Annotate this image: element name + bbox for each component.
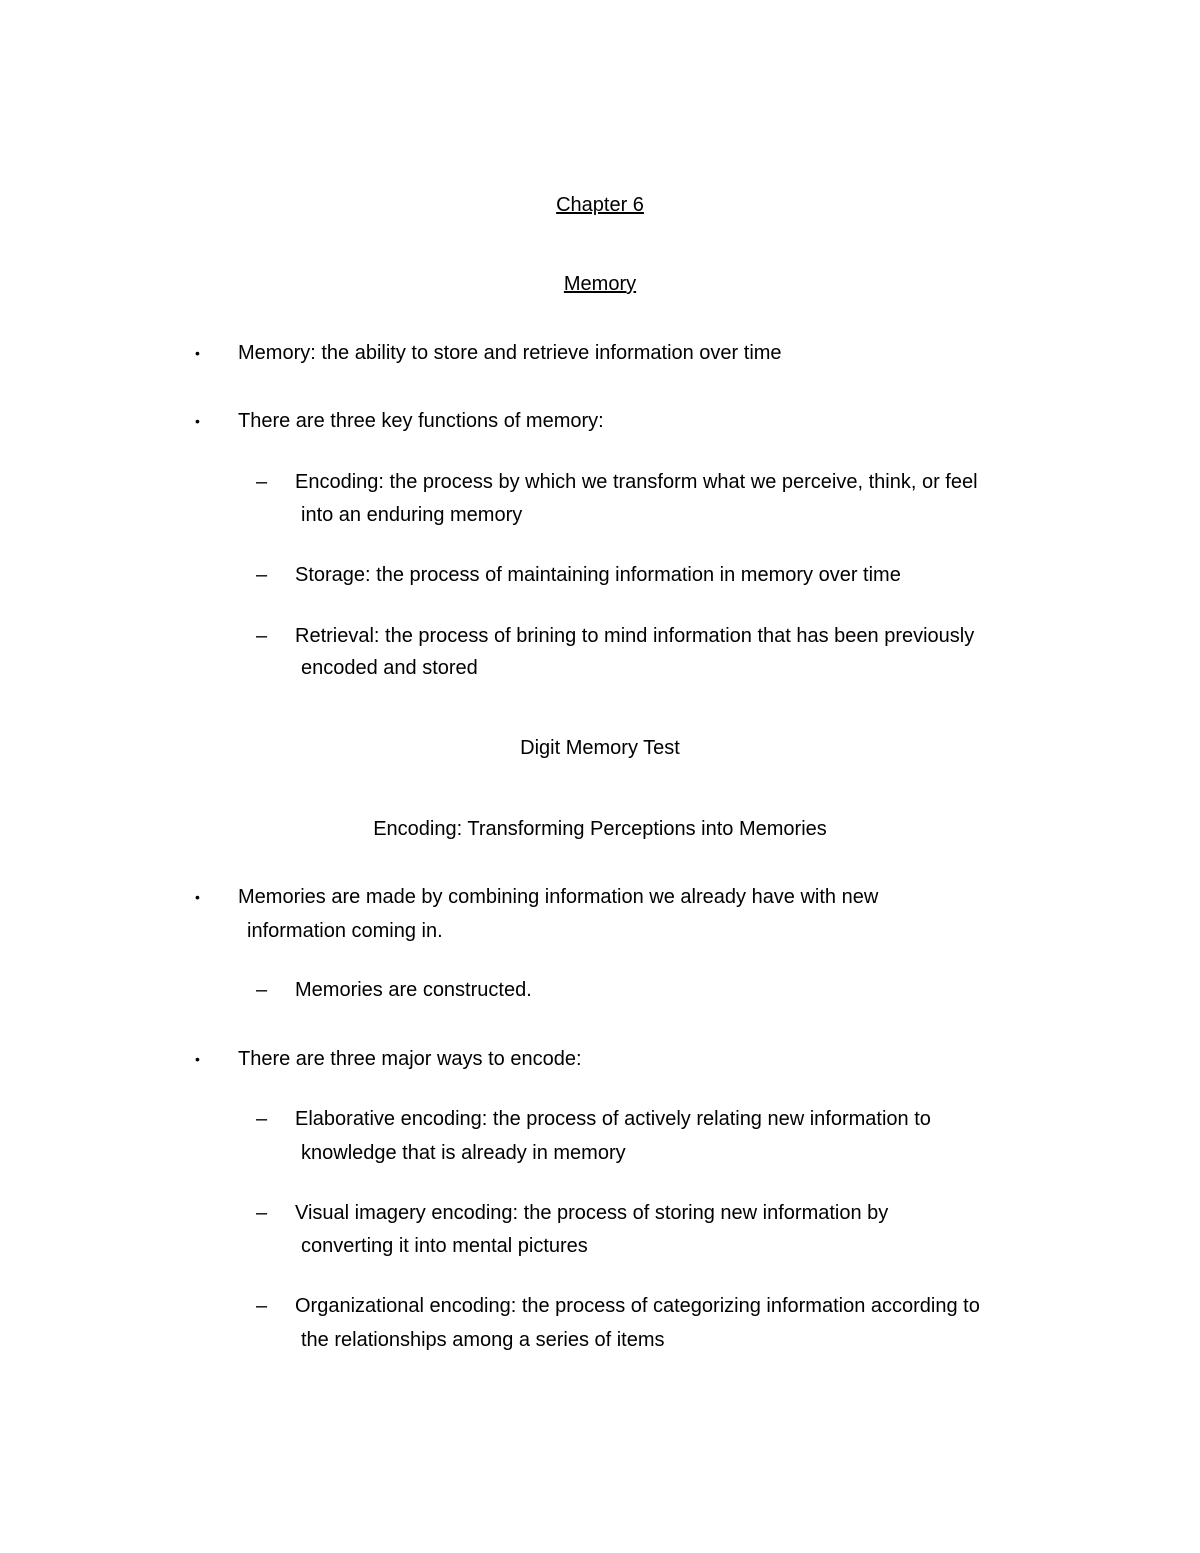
dash-marker: – xyxy=(256,625,268,647)
heading-digit-memory-test: Digit Memory Test xyxy=(520,737,680,759)
bullet-continuation: information coming in. xyxy=(247,920,443,942)
sub-bullet-continuation: knowledge that is already in memory xyxy=(301,1142,626,1164)
bullet-text: Memories are made by combining information we already have with new xyxy=(238,886,879,908)
sub-bullet-text: Encoding: the process by which we transform what we perceive, think, or feel xyxy=(295,471,978,493)
sub-bullet-text: Memories are constructed. xyxy=(295,979,532,1001)
dash-marker: – xyxy=(256,1202,268,1224)
sub-bullet-text: Visual imagery encoding: the process of storing new information by xyxy=(295,1202,889,1224)
bullet-text: Memory: the ability to store and retrieve information over time xyxy=(238,342,782,364)
sub-bullet-text: Elaborative encoding: the process of actively relating new information to xyxy=(295,1108,931,1130)
sub-bullet-continuation: into an enduring memory xyxy=(301,504,523,526)
dash-marker: – xyxy=(256,1295,268,1317)
bullet-text: There are three key functions of memory: xyxy=(238,410,604,432)
sub-bullet-continuation: converting it into mental pictures xyxy=(301,1235,588,1257)
sub-bullet-continuation: the relationships among a series of items xyxy=(301,1329,665,1351)
chapter-title: Chapter 6 xyxy=(556,194,644,216)
bullet-marker: • xyxy=(195,1051,200,1067)
section-title: Memory xyxy=(563,273,637,295)
heading-encoding: Encoding: Transforming Perceptions into Memories xyxy=(373,818,827,840)
dash-marker: – xyxy=(256,1108,268,1130)
sub-bullet-text: Organizational encoding: the process of categorizing information according to xyxy=(295,1295,980,1317)
sub-bullet-text: Storage: the process of maintaining information in memory over time xyxy=(295,564,901,586)
bullet-marker: • xyxy=(195,889,200,905)
dash-marker: – xyxy=(256,471,268,493)
bullet-marker: • xyxy=(195,413,200,429)
dash-marker: – xyxy=(256,564,268,586)
bullet-marker: • xyxy=(195,345,200,361)
dash-marker: – xyxy=(256,979,268,1001)
sub-bullet-continuation: encoded and stored xyxy=(301,657,478,679)
sub-bullet-text: Retrieval: the process of brining to mind information that has been previously xyxy=(295,625,975,647)
bullet-text: There are three major ways to encode: xyxy=(238,1048,582,1070)
